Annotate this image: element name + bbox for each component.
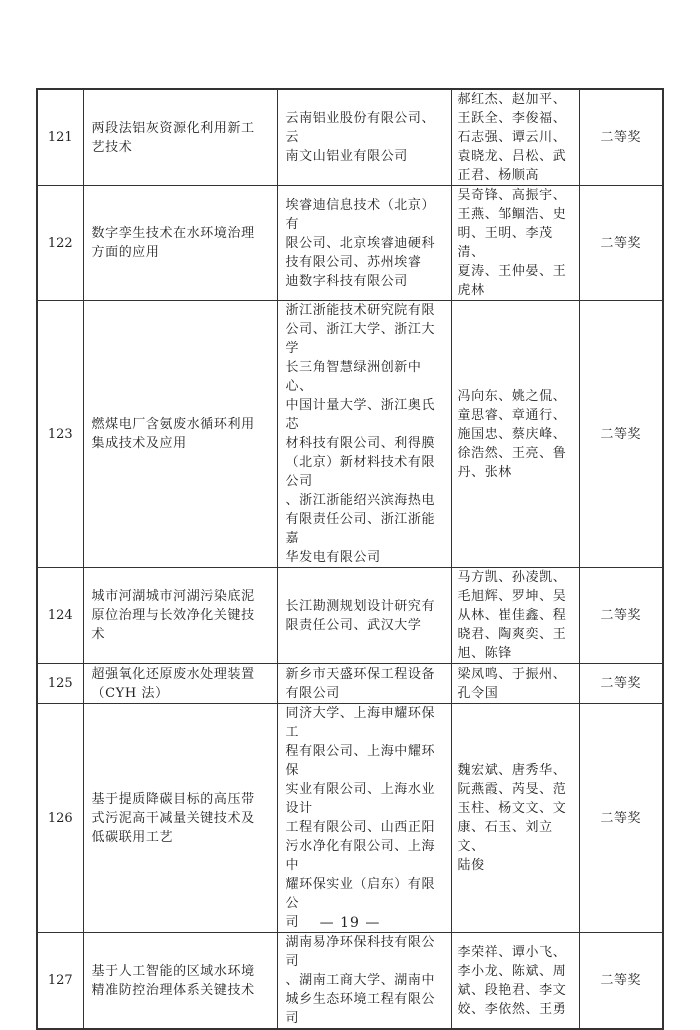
table-row: [37, 664, 663, 704]
organization: 新乡市天盛环保工程设备 有限公司: [285, 666, 436, 701]
award-level: 二等奖: [600, 426, 642, 442]
project-name: 超强氧化还原废水处理装置 （CYH 法）: [91, 666, 255, 701]
row-number: 125: [47, 676, 73, 691]
organization: 埃睿迪信息技术（北京）有 限公司、北京埃睿迪硬科 技有限公司、苏州埃睿 迪数字科技有限公司: [285, 197, 436, 289]
contributors: 魏宏斌、唐秀华、 阮燕霞、芮旻、范 玉柱、杨文文、文 康、石玉、刘立文、 陆俊: [457, 763, 567, 873]
award-level: 二等奖: [600, 130, 642, 145]
awards-table: [36, 88, 664, 1030]
project-name: 燃煤电厂含氨废水循环利用 集成技术及应用: [91, 417, 255, 451]
contributors: 冯向东、姚之侃、 童思睿、章通行、 施国忠、蔡庆峰、 徐浩然、王亮、鲁 丹、张林: [457, 388, 567, 480]
award-level: 二等奖: [600, 235, 642, 251]
award-level: 二等奖: [600, 676, 642, 691]
organization: 同济大学、上海申耀环保工 程有限公司、上海中耀环保 实业有限公司、上海水业设计 工程有限公司、山西正阳 污水净化有限公司、上海中 耀环保实业（启东）有限公 司: [285, 706, 436, 930]
table-row: [37, 186, 663, 301]
project-name: 两段法铝灰资源化利用新工 艺技术: [91, 120, 255, 155]
table-row: [37, 568, 663, 664]
contributors: 李荣祥、谭小飞、 李小龙、陈斌、周 斌、段艳君、李文 姣、李依然、王勇: [457, 944, 567, 1017]
project-name: 数字孪生技术在水环境治理 方面的应用: [91, 226, 255, 260]
organization: 云南铝业股份有限公司、云 南文山铝业有限公司: [285, 111, 436, 164]
award-level: 二等奖: [600, 810, 642, 826]
row-number: 123: [47, 426, 73, 442]
table-row: [37, 89, 663, 186]
award-level: 二等奖: [600, 973, 642, 988]
contributors: 梁凤鸣、于振州、 孔令国: [457, 666, 567, 701]
project-name: 基于人工智能的区域水环境 精准防控治理体系关键技术: [91, 963, 255, 998]
contributors: 吴奇锋、高振宇、 王燕、邹鲴浩、史 明、王明、李茂清、 夏涛、王仲晏、王 虎林: [457, 188, 567, 298]
contributors: 马方凯、孙凌凯、 毛旭辉、罗坤、吴 从林、崔佳鑫、程 晓君、陶爽奕、王 旭、陈锋: [457, 570, 567, 661]
row-number: 126: [47, 810, 73, 826]
row-number: 127: [47, 973, 73, 988]
contributors: 郝红杰、赵加平、 王跃全、李俊福、 石志强、谭云川、 袁晓龙、吕松、武 正君、杨顺高: [457, 92, 567, 183]
page-number: — 19 —: [319, 915, 381, 931]
project-name: 基于提质降碳目标的高压带 式污泥高干减量关键技术及 低碳联用工艺: [91, 791, 255, 845]
organization: 浙江浙能技术研究院有限 公司、浙江大学、浙江大学 长三角智慧绿洲创新中心、 中国计量大学、浙江奥氏芯 材科技有限公司、利得膜 （北京）新材料技术有限公司 、浙江浙能绍兴滨海热电 有限责任公司、浙江浙能嘉 华发电有限公司: [285, 303, 436, 565]
table-row: [37, 704, 663, 933]
row-number: 124: [47, 608, 73, 623]
award-level: 二等奖: [600, 608, 642, 623]
row-number: 122: [47, 235, 73, 251]
table-row: [37, 933, 663, 1030]
table-row: [37, 301, 663, 568]
project-name: 城市河湖城市河湖污染底泥 原位治理与长效净化关键技 术: [91, 589, 255, 642]
organization: 湖南易净环保科技有限公司 、湖南工商大学、湖南中 城乡生态环境工程有限公 司: [285, 935, 436, 1026]
organization: 长江勘测规划设计研究有 限责任公司、武汉大学: [285, 598, 436, 633]
row-number: 121: [47, 130, 73, 145]
